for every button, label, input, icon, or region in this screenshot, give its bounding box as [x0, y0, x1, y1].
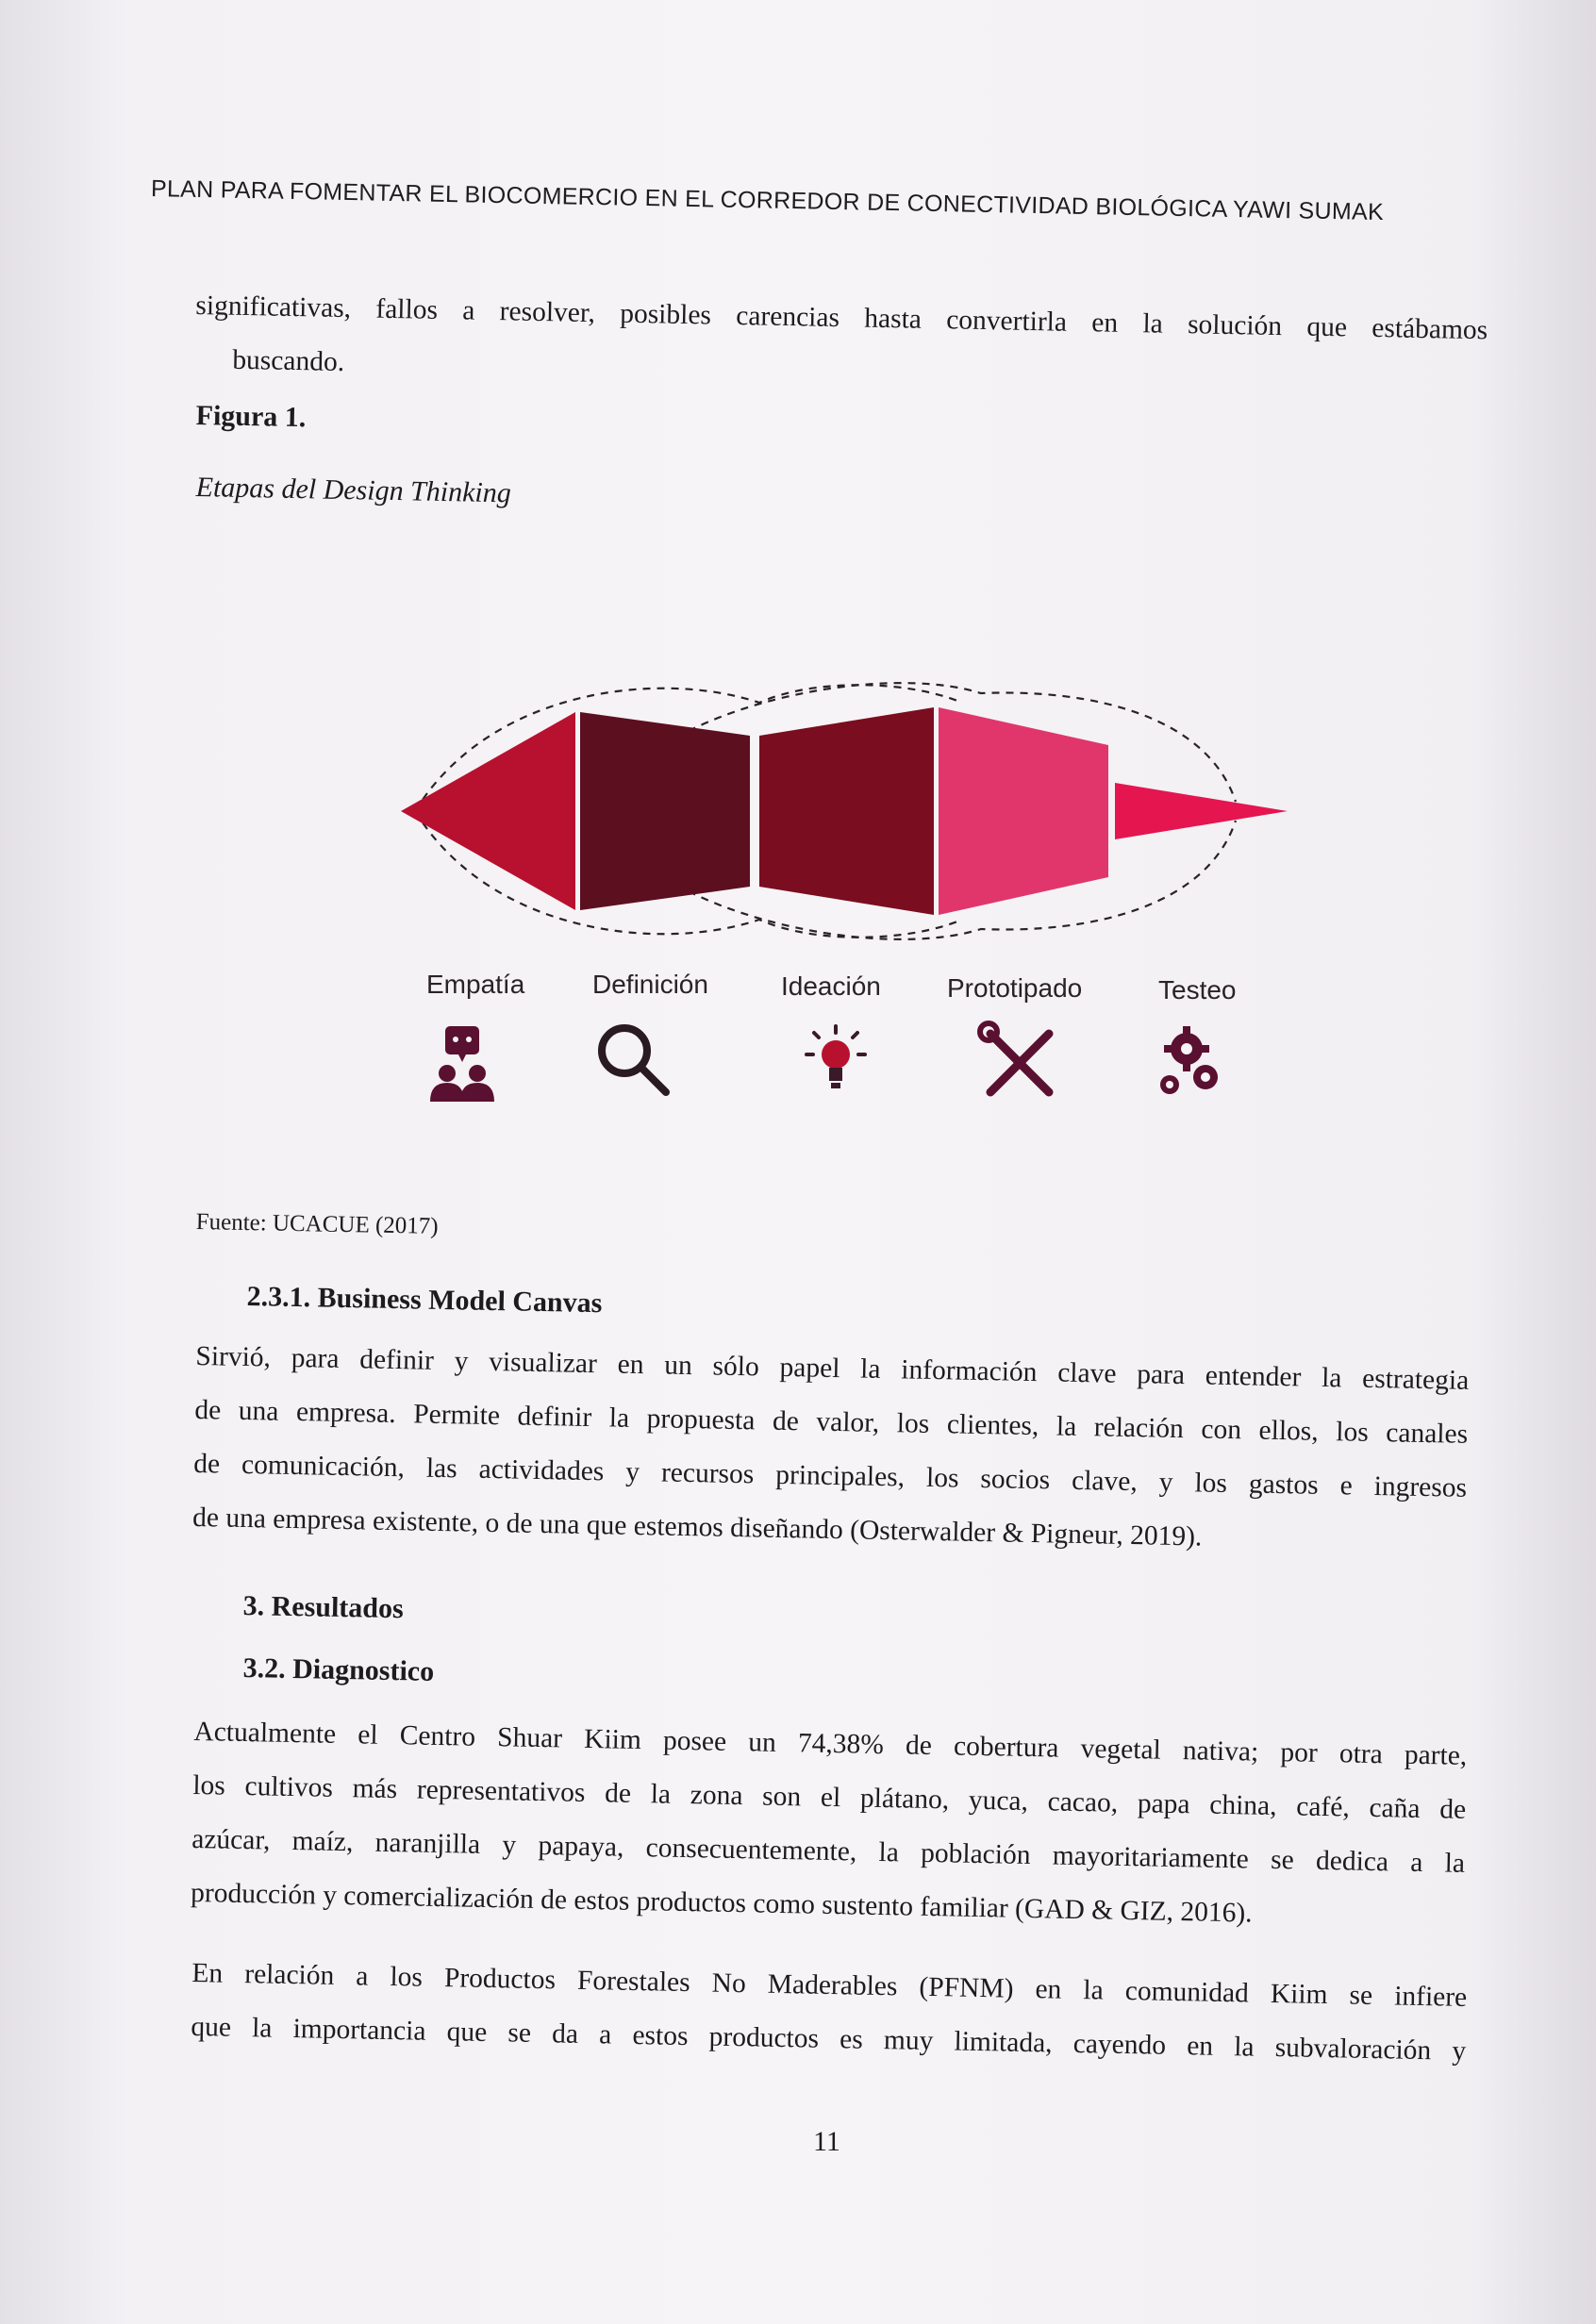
section-heading-3: 3. Resultados — [242, 1590, 404, 1625]
stage-icons — [377, 1019, 1321, 1141]
intro-paragraph — [194, 279, 1488, 411]
section-heading-3-2: 3.2. Diagnostico — [242, 1652, 435, 1687]
people-icon — [430, 1026, 494, 1102]
pfnm-paragraph — [191, 1947, 1468, 2079]
section-heading-2-3-1: 2.3.1. Business Model Canvas — [246, 1281, 603, 1320]
text-line: Sirvió, para definir y visualizar en un sólo papel la información clave para entender la estrategia — [195, 1340, 1470, 1396]
stage-label-prototipado: Prototipado — [947, 973, 1083, 1003]
running-header: PLAN PARA FOMENTAR EL BIOCOMERCIO EN EL CORREDOR DE CONECTIVIDAD BIOLÓGICA YAWI SUMAK — [150, 175, 1385, 226]
figure-caption: Etapas del Design Thinking — [195, 472, 512, 509]
stage-label-testeo: Testeo — [1158, 975, 1237, 1004]
page-number: 11 — [813, 2126, 840, 2157]
lightbulb-icon — [806, 1026, 865, 1088]
stage-shape-testeo — [1115, 783, 1288, 839]
tools-icon — [980, 1023, 1049, 1092]
text-line: En relación a los Productos Forestales No Maderables (PFNM) en la comunidad Kiim se infiere — [191, 1957, 1468, 2013]
business-model-paragraph — [192, 1330, 1470, 1569]
diagnostico-paragraph — [191, 1705, 1468, 1945]
figure-source: Fuente: UCACUE (2017) — [195, 1209, 439, 1239]
text-line: buscando. — [232, 344, 345, 378]
text-line: azúcar, maíz, naranjilla y papaya, consecuentemente, la población mayoritariamente se dedica a la — [191, 1823, 1466, 1879]
text-line: de comunicación, las actividades y recursos principales, los socios clave, y los gastos e ingresos — [192, 1448, 1468, 1503]
text-line: significativas, fallos a resolver, posibles carencias hasta convertirla en la solución que estábamos — [195, 290, 1488, 346]
design-thinking-diagram — [377, 651, 1321, 1141]
stage-shape-ideacion — [759, 707, 934, 915]
text-line: de una empresa. Permite definir la propuesta de valor, los clientes, la relación con ellos, los canales — [194, 1394, 1469, 1450]
figure-label: Figura 1. — [195, 400, 307, 434]
stage-shape-empatia — [401, 712, 575, 910]
stage-label-ideacion: Ideación — [781, 971, 881, 1001]
stage-label-definicion: Definición — [592, 970, 708, 999]
text-line: Actualmente el Centro Shuar Kiim posee un 74,38% de cobertura vegetal nativa; por otra parte, — [193, 1716, 1468, 1771]
stage-shape-prototipado — [939, 707, 1108, 915]
stage-label-empatia: Empatía — [426, 970, 525, 999]
gears-icon — [1160, 1026, 1218, 1094]
text-line: producción y comercialización de estos productos como sustento familiar (GAD & GIZ, 2016). — [190, 1877, 1253, 1929]
stage-shape-definicion — [580, 712, 750, 910]
text-line: que la importancia que se da a estos productos es muy limitada, cayendo en la subvaloración y — [191, 2011, 1467, 2067]
stages-graphic — [377, 651, 1321, 971]
magnifier-icon — [602, 1028, 666, 1092]
text-line: los cultivos más representativos de la zona son el plátano, yuca, cacao, papa china, café, caña de — [192, 1769, 1467, 1825]
text-line: de una empresa existente, o de una que estemos diseñando (Osterwalder & Pigneur, 2019). — [191, 1502, 1203, 1552]
